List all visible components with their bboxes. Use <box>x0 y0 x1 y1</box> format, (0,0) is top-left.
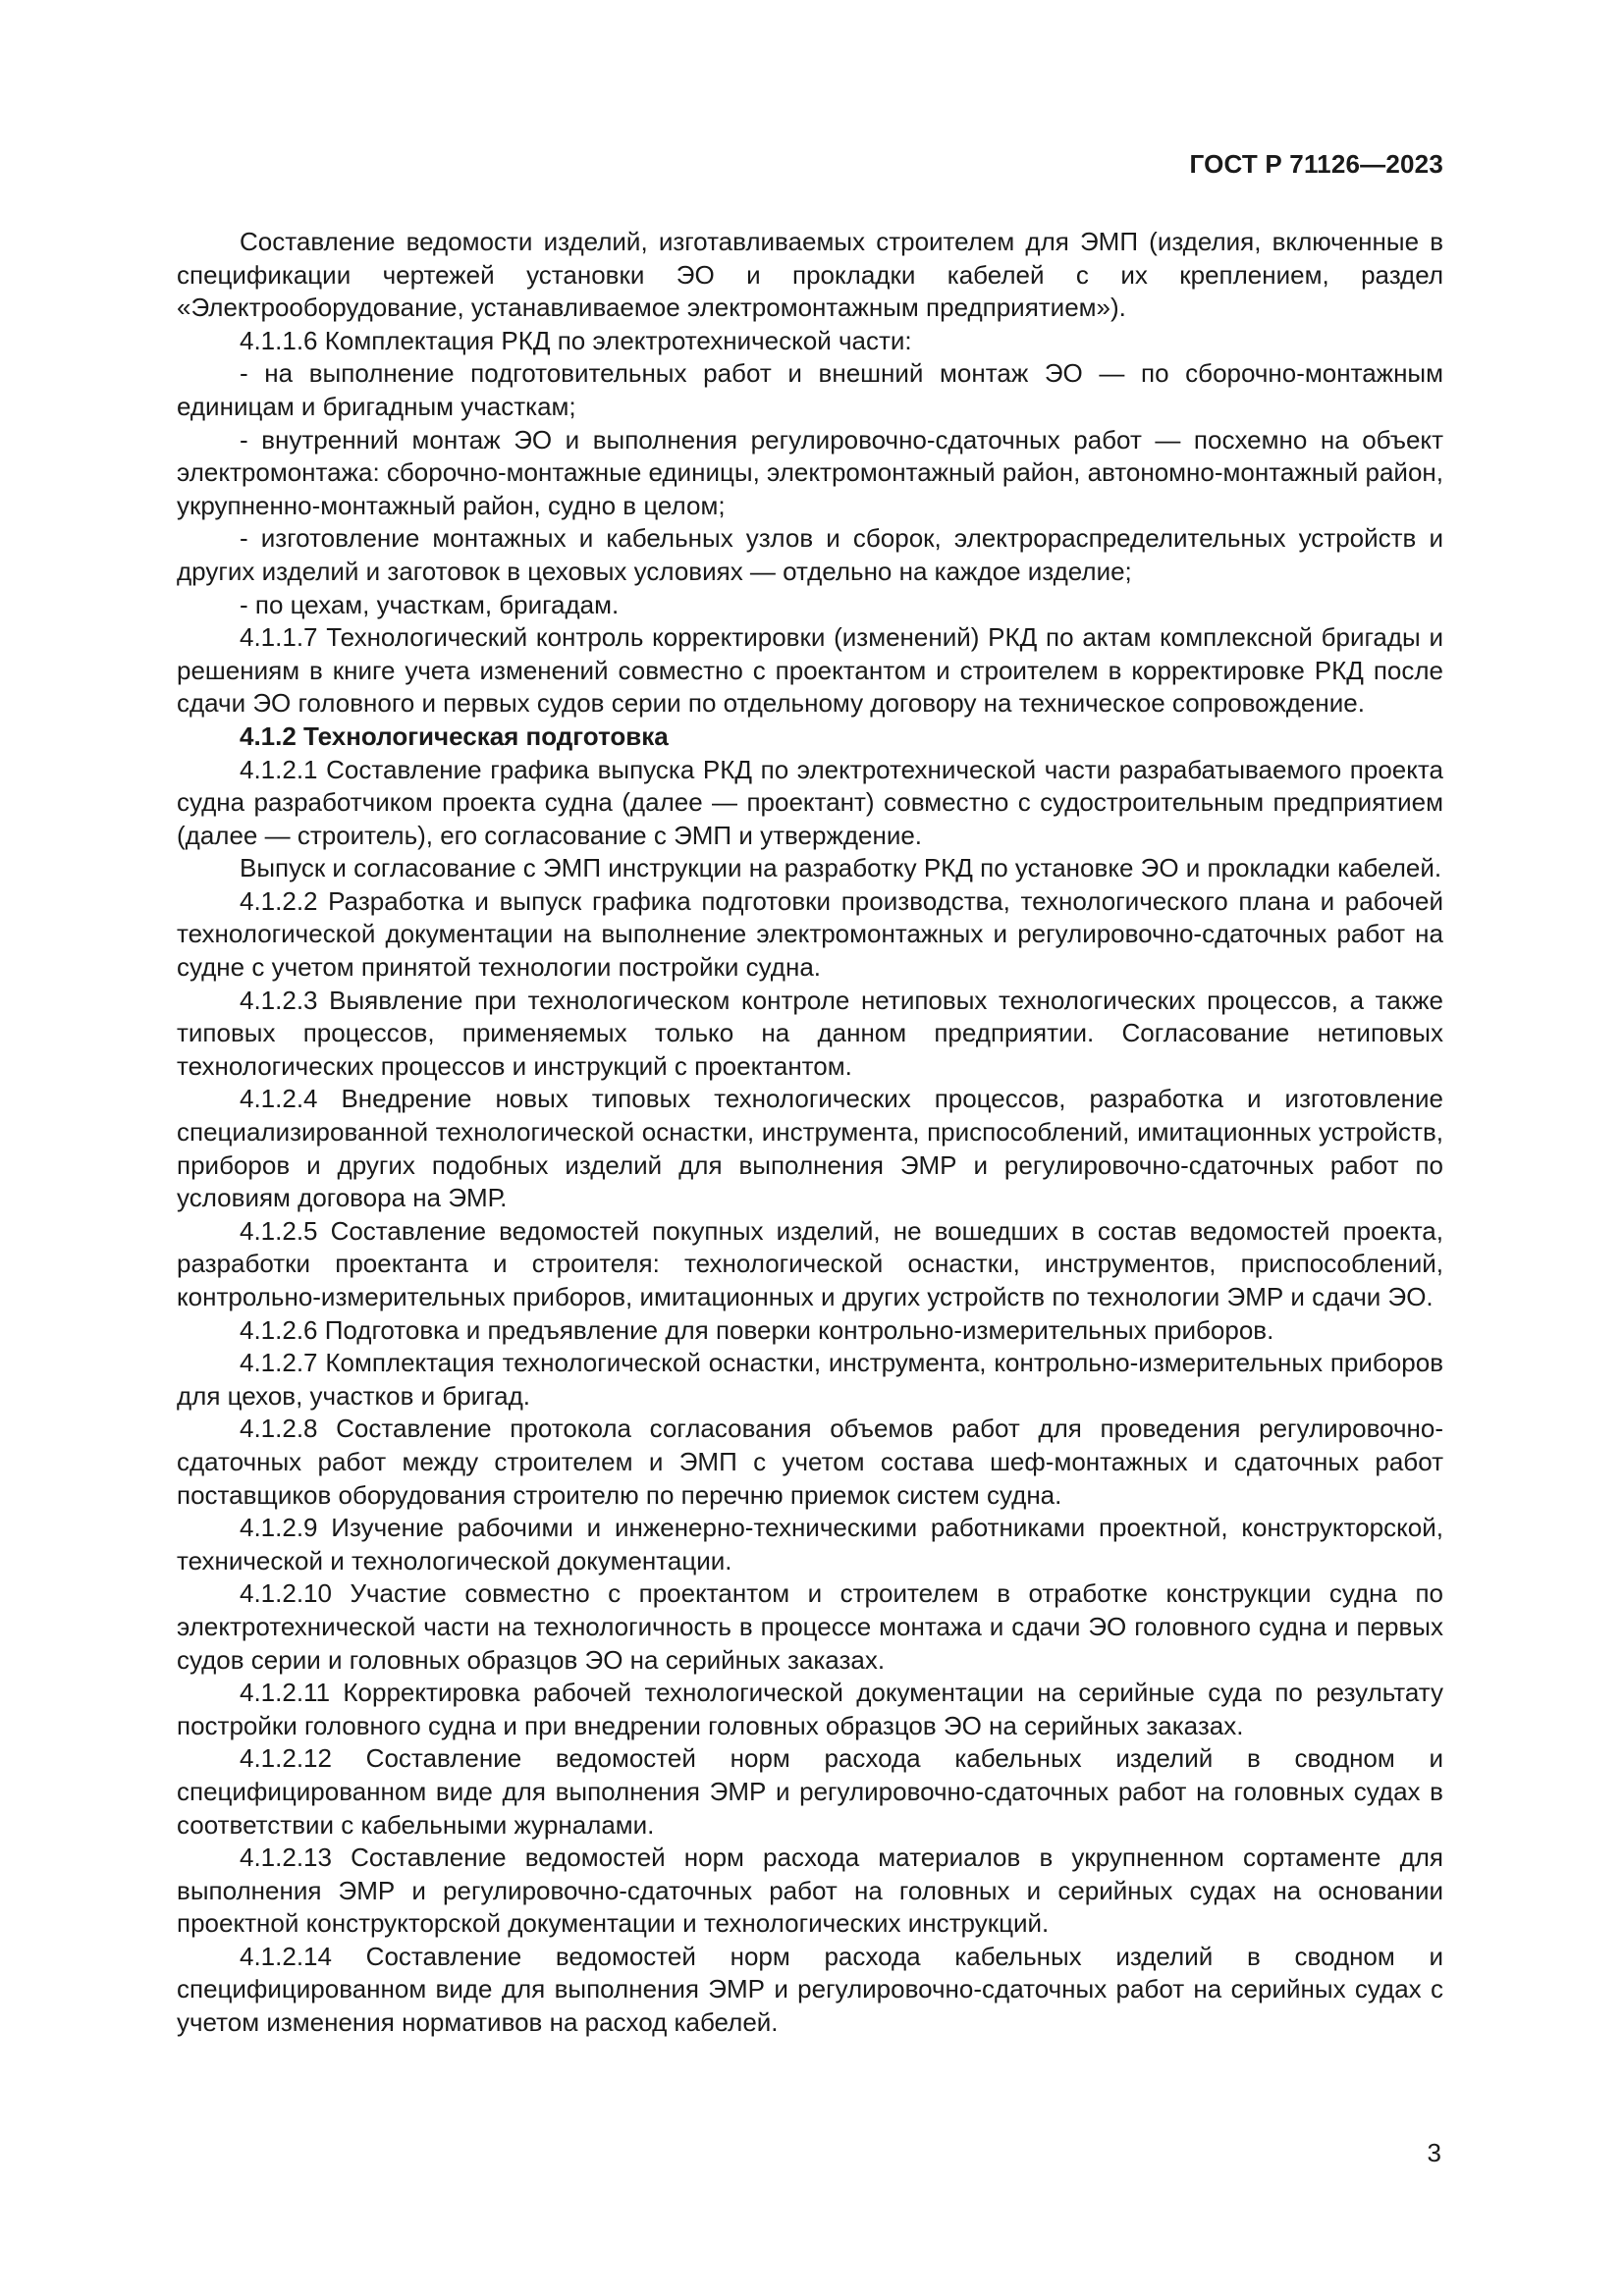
paragraph-4-1-2-2: 4.1.2.2 Разработка и выпуск графика подготовки производства, технологического плана и рабочей технологической документации на выполнение электромонтажных и регулировочно-сдаточных работ на судне с учетом принятой технологии постройки судна. <box>177 885 1443 983</box>
paragraph-4-1-2-10: 4.1.2.10 Участие совместно с проектантом и строителем в отработке конструкции судна по электротехнической части на технологичность в процессе монтажа и сдачи ЭО головного судна и первых судов серии и головных образцов ЭО на серийных заказах. <box>177 1578 1443 1675</box>
page-number: 3 <box>1427 2138 1441 2167</box>
section-heading-4-1-2: 4.1.2 Технологическая подготовка <box>240 721 669 751</box>
paragraph-4-1-2-3: 4.1.2.3 Выявление при технологическом контроле нетиповых технологических процессов, а также типовых процессов, применяемых только на данном предприятии. Согласование нетиповых технологических процессов и инструкций с проектантом. <box>177 985 1443 1081</box>
paragraph-4-1-2-12: 4.1.2.12 Составление ведомостей норм расхода кабельных изделий в сводном и специфицированном виде для выполнения ЭМР и регулировочно-сдаточных работ на головных судах в соответствии с кабельными журналами. <box>177 1743 1443 1840</box>
paragraph-4-1-2-13: 4.1.2.13 Составление ведомостей норм расхода материалов в укрупненном сортаменте для выполнения ЭМР и регулировочно-сдаточных работ на головных и серийных судах на основании проектной конструкторской документации и технологических инструкций. <box>177 1842 1443 1939</box>
paragraph-vypusk-instruktsii: Выпуск и согласование с ЭМП инструкции на разработку РКД по установке ЭО и прокладки кабелей. <box>240 853 1442 883</box>
document-code-header: ГОСТ Р 71126—2023 <box>1189 149 1443 179</box>
paragraph-4-1-2-14: 4.1.2.14 Составление ведомостей норм расхода кабельных изделий в сводном и специфицированном виде для выполнения ЭМР и регулировочно-сдаточных работ на серийных судах с учетом изменения нормативов на расход кабелей. <box>177 1941 1443 2038</box>
paragraph-4-1-1-6: 4.1.1.6 Комплектация РКД по электротехнической части: <box>240 325 912 355</box>
paragraph-4-1-2-5: 4.1.2.5 Составление ведомостей покупных изделий, не вошедших в состав ведомостей проекта, разработки проектанта и строителя: технологической оснастки, инструментов, приспособлений, контрольно-измерительных приборов, имитационных и других устройств по технологии ЭМР и сдачи ЭО. <box>177 1215 1443 1311</box>
paragraph-4-1-2-9: 4.1.2.9 Изучение рабочими и инженерно-техническими работниками проектной, конструкторской, технической и технологической документации. <box>177 1513 1443 1575</box>
paragraph-4-1-2-7: 4.1.2.7 Комплектация технологической оснастки, инструмента, контрольно-измерительных приборов для цехов, участков и бригад. <box>177 1348 1443 1411</box>
paragraph-4-1-1-7: 4.1.1.7 Технологический контроль корректировки (изменений) РКД по актам комплексной бригады и решениям в книге учета изменений совместно с проектантом и строителем в корректировке РКД после сдачи ЭО головного и первых судов серии по отдельному договору на техническое сопровождение. <box>177 622 1443 719</box>
paragraph-4-1-2-6: 4.1.2.6 Подготовка и предъявление для поверки контрольно-измерительных приборов. <box>240 1314 1274 1345</box>
paragraph-4-1-2-4: 4.1.2.4 Внедрение новых типовых технологических процессов, разработка и изготовление специализированной технологической оснастки, инструмента, приспособлений, имитационных устройств, приборов и других подобных изделий для выполнения ЭМР и регулировочно-сдаточных работ по условиям договора на ЭМР. <box>177 1084 1443 1213</box>
paragraph-4-1-2-11: 4.1.2.11 Корректировка рабочей технологической документации на серийные суда по результату постройки головного судна и при внедрении головных образцов ЭО на серийных заказах. <box>177 1678 1443 1740</box>
paragraph-4-1-2-8: 4.1.2.8 Составление протокола согласования объемов работ для проведения регулировочно-сдаточных работ между строителем и ЭМП с учетом состава шеф-монтажных и сдаточных работ поставщиков оборудования строителю по перечню приемок систем судна. <box>177 1414 1443 1510</box>
paragraph-4-1-2-1: 4.1.2.1 Составление графика выпуска РКД по электротехнической части разрабатываемого проекта судна разработчиком проекта судна (далее — проектант) совместно с судостроительным предприятием (далее — строитель), его согласование с ЭМП и утверждение. <box>177 754 1443 850</box>
paragraph-vedomost-izdeliy: Составление ведомости изделий, изготавливаемых строителем для ЭМП (изделия, включенные в спецификации чертежей установки ЭО и прокладки кабелей с их креплением, раздел «Электрооборудование, устанавливаемое электромонтажным предприятием»). <box>177 227 1443 323</box>
list-item-podgotovitelnye-raboty: - на выполнение подготовительных работ и внешний монтаж ЭО — по сборочно-монтажным единицам и бригадным участкам; <box>177 358 1443 421</box>
list-item-po-tsekham: - по цехам, участкам, бригадам. <box>240 589 620 619</box>
list-item-izgotovlenie-uzlov: - изготовление монтажных и кабельных узлов и сборок, электрораспределительных устройств и других изделий и заготовок в цеховых условиях — отдельно на каждое изделие; <box>177 523 1443 586</box>
document-body <box>177 226 1443 2040</box>
list-item-vnutrenniy-montazh: - внутренний монтаж ЭО и выполнения регулировочно-сдаточных работ — посхемно на объект электромонтажа: сборочно-монтажные единицы, электромонтажный район, автономно-монтажный район, укрупненно-монтажный район, судно в целом; <box>177 424 1443 520</box>
